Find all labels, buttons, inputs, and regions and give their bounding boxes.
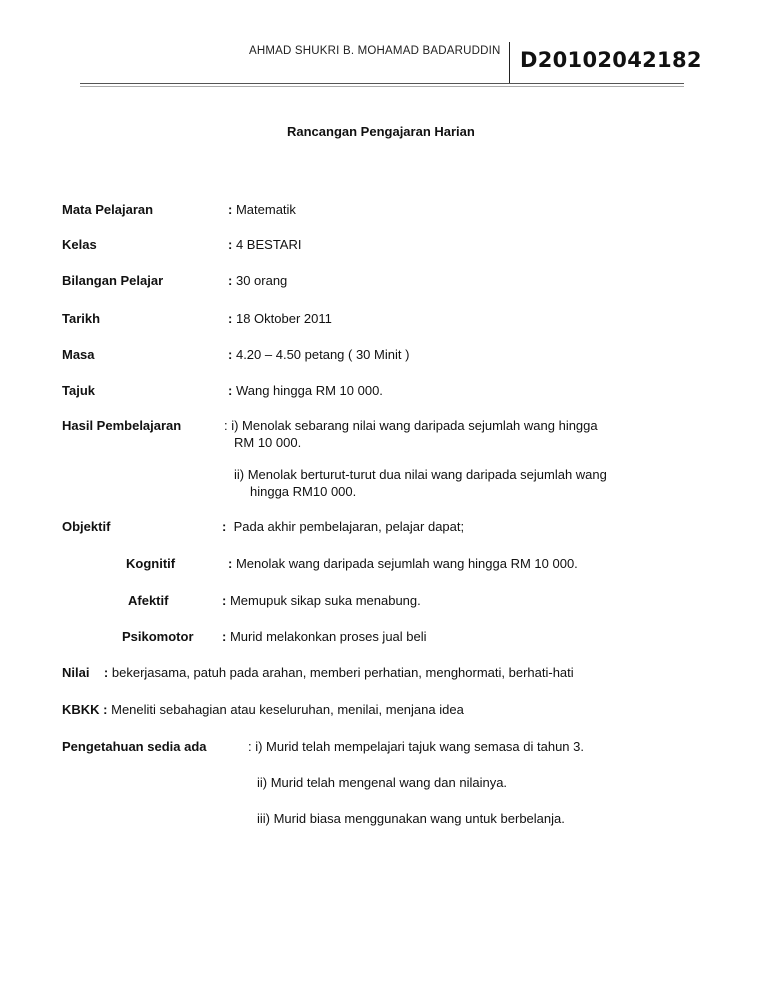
separator: :	[228, 202, 233, 217]
label-mata-pelajaran: Mata Pelajaran	[62, 202, 154, 217]
label-tajuk: Tajuk	[62, 383, 95, 398]
label-psikomotor: Psikomotor	[122, 629, 194, 644]
value-mata-pelajaran: : Matematik	[228, 202, 296, 217]
value-masa: : 4.20 – 4.50 petang ( 30 Minit )	[228, 347, 410, 362]
value-kelas: : 4 BESTARI	[228, 237, 302, 252]
label-hasil-pembelajaran: Hasil Pembelajaran	[62, 418, 182, 433]
label-objektif: Objektif	[62, 519, 111, 534]
author-name: AHMAD SHUKRI B. MOHAMAD BADARUDDIN	[249, 45, 501, 57]
nilai-row: Nilai : bekerjasama, patuh pada arahan, memberi perhatian, menghormati, berhati-hati	[62, 665, 574, 680]
hasil-item-1-line-2: RM 10 000.	[234, 435, 302, 450]
value-kognitif: : Menolak wang daripada sejumlah wang hingga RM 10 000.	[228, 556, 578, 571]
label-nilai: Nilai	[62, 665, 90, 680]
header-rule	[80, 83, 684, 84]
label-kbkk: KBKK :	[62, 702, 108, 717]
pengetahuan-item-3: iii) Murid biasa menggunakan wang untuk berbelanja.	[257, 811, 565, 826]
value-nilai: bekerjasama, patuh pada arahan, memberi perhatian, menghormati, berhati-hati	[111, 665, 574, 680]
label-bilangan-pelajar: Bilangan Pelajar	[62, 273, 164, 288]
value-kbkk: Meneliti sebahagian atau keseluruhan, menilai, menjana idea	[111, 702, 464, 717]
pengetahuan-item-1: : i) Murid telah mempelajari tajuk wang semasa di tahun 3.	[248, 739, 584, 754]
header-rule-light	[80, 86, 684, 87]
value-tarikh: : 18 Oktober 2011	[228, 311, 332, 326]
pengetahuan-item-2: ii) Murid telah mengenal wang dan nilainya.	[257, 775, 508, 790]
label-afektif: Afektif	[128, 593, 169, 608]
kbkk-row	[62, 702, 464, 717]
label-kognitif: Kognitif	[126, 556, 176, 571]
hasil-item-2-line-2: hingga RM10 000.	[250, 484, 357, 499]
label-pengetahuan-sedia-ada: Pengetahuan sedia ada	[62, 739, 207, 754]
value-psikomotor: : Murid melakonkan proses jual beli	[222, 629, 427, 644]
student-id: D20102042182	[520, 48, 702, 72]
header-divider	[509, 42, 510, 84]
value-objektif: : Pada akhir pembelajaran, pelajar dapat;	[222, 519, 465, 534]
value-tajuk: : Wang hingga RM 10 000.	[228, 383, 383, 398]
label-tarikh: Tarikh	[62, 311, 101, 326]
label-kelas: Kelas	[62, 237, 97, 252]
value-afektif: : Memupuk sikap suka menabung.	[222, 593, 421, 608]
value-bilangan-pelajar: : 30 orang	[228, 273, 288, 288]
label-masa: Masa	[62, 347, 95, 362]
hasil-item-1-line-1: : i) Menolak sebarang nilai wang daripada sejumlah wang hingga	[224, 418, 598, 433]
hasil-item-2-line-1: ii) Menolak berturut-turut dua nilai wang daripada sejumlah wang	[234, 467, 607, 482]
page-title: Rancangan Pengajaran Harian	[287, 124, 475, 139]
